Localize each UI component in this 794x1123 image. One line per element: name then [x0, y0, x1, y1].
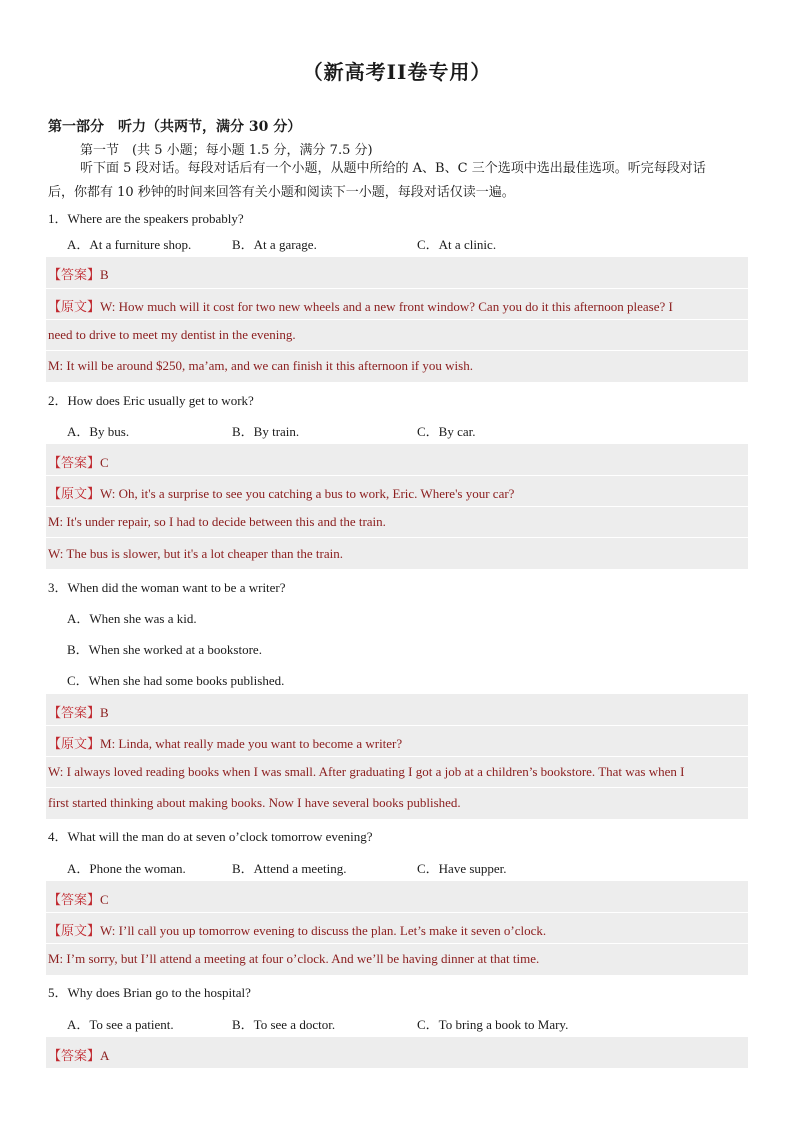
transcript-line: W: I always loved reading books when I was small. After graduating I got a job at a children’s bookstore. That was when I [48, 764, 685, 779]
answer-value: A [100, 1048, 110, 1063]
question-stem: 5．Why does Brian go to the hospital? [48, 985, 251, 1000]
option-c: C．Have supper. [417, 861, 507, 876]
answer-block [46, 1037, 748, 1068]
question-stem: 2．How does Eric usually get to work? [48, 393, 254, 408]
answer-line [48, 1045, 109, 1064]
answer-line [48, 264, 109, 283]
answer-tag: 【答案】 [48, 268, 101, 283]
transcript-line: W: The bus is slower, but it's a lot cheaper than the train. [48, 546, 343, 561]
question-stem: 1．Where are the speakers probably? [48, 211, 244, 226]
answer-value: C [100, 892, 109, 907]
divider [46, 319, 748, 320]
part-heading: 第一部分 听力（共两节，满分 30 分） [48, 119, 302, 135]
transcript-line: need to drive to meet my dentist in the evening. [48, 327, 296, 342]
divider [46, 475, 748, 476]
divider [46, 912, 748, 913]
option-c: C．By car. [417, 424, 476, 439]
divider [46, 787, 748, 788]
option-a: A．Phone the woman. [67, 861, 186, 876]
option-c: C．When she had some books published. [67, 673, 285, 688]
option-b: B．At a garage. [232, 237, 317, 252]
transcript-line [48, 920, 546, 939]
option-a: A．When she was a kid. [67, 611, 197, 626]
answer-tag: 【答案】 [48, 1049, 101, 1064]
transcript-text: W: How much will it cost for two new wheels and a new front window? Can you do it this afternoon please? I [100, 299, 673, 314]
transcript-tag: 【原文】 [48, 487, 101, 502]
option-b: B．By train. [232, 424, 300, 439]
option-c: C．At a clinic. [417, 237, 497, 252]
answer-tag: 【答案】 [48, 706, 101, 721]
divider [46, 506, 748, 507]
option-b: B．When she worked at a bookstore. [67, 642, 262, 657]
transcript-tag: 【原文】 [48, 924, 101, 939]
transcript-line [48, 483, 514, 502]
section-heading: 第一节 (共 5 小题；每小题 1.5 分，满分 7.5 分) [80, 143, 373, 158]
instructions-line-1 [48, 157, 748, 181]
option-a: A．By bus. [67, 424, 130, 439]
transcript-line: M: It's under repair, so I had to decide between this and the train. [48, 514, 386, 529]
question-stem: 4．What will the man do at seven o’clock tomorrow evening? [48, 829, 373, 844]
option-b: B．Attend a meeting. [232, 861, 347, 876]
divider [46, 725, 748, 726]
transcript-line [48, 733, 402, 752]
option-a: A．To see a patient. [67, 1017, 174, 1032]
page-title: （新高考II卷专用） [302, 60, 492, 84]
instructions-line-2: 后，你都有 10 秒钟的时间来回答有关小题和阅读下一小题，每段对话仅读一遍。 [48, 185, 515, 200]
transcript-line: M: I’m sorry, but I’ll attend a meeting at four o’clock. And we’ll be having dinner at that time. [48, 951, 540, 966]
transcript-tag: 【原文】 [48, 737, 101, 752]
option-a: A．At a furniture shop. [67, 237, 192, 252]
divider [46, 288, 748, 289]
transcript-text: W: Oh, it's a surprise to see you catching a bus to work, Eric. Where's your car? [100, 486, 515, 501]
transcript-text: W: I’ll call you up tomorrow evening to discuss the plan. Let’s make it seven o’clock. [100, 923, 547, 938]
answer-value: B [100, 267, 109, 282]
answer-value: C [100, 455, 109, 470]
divider [46, 350, 748, 351]
answer-line [48, 702, 109, 721]
transcript-tag: 【原文】 [48, 300, 101, 315]
divider [46, 537, 748, 538]
transcript-line: M: It will be around $250, ma’am, and we can finish it this afternoon if you wish. [48, 358, 473, 373]
divider [46, 756, 748, 757]
answer-value: B [100, 705, 109, 720]
option-c: C．To bring a book to Mary. [417, 1017, 569, 1032]
transcript-line [48, 296, 673, 315]
transcript-line: first started thinking about making books. Now I have several books published. [48, 795, 461, 810]
answer-line [48, 889, 109, 908]
question-stem: 3．When did the woman want to be a writer? [48, 580, 286, 595]
answer-line [48, 452, 109, 471]
divider [46, 943, 748, 944]
answer-tag: 【答案】 [48, 893, 101, 908]
answer-tag: 【答案】 [48, 456, 101, 471]
transcript-text: M: Linda, what really made you want to become a writer? [100, 736, 403, 751]
instructions-text-1: 听下面 5 段对话。每段对话后有一个小题，从题中所给的 A、B、C 三个选项中选出最佳选项。听完每段对话 [80, 161, 706, 176]
option-b: B．To see a doctor. [232, 1017, 336, 1032]
instructions [48, 157, 748, 205]
